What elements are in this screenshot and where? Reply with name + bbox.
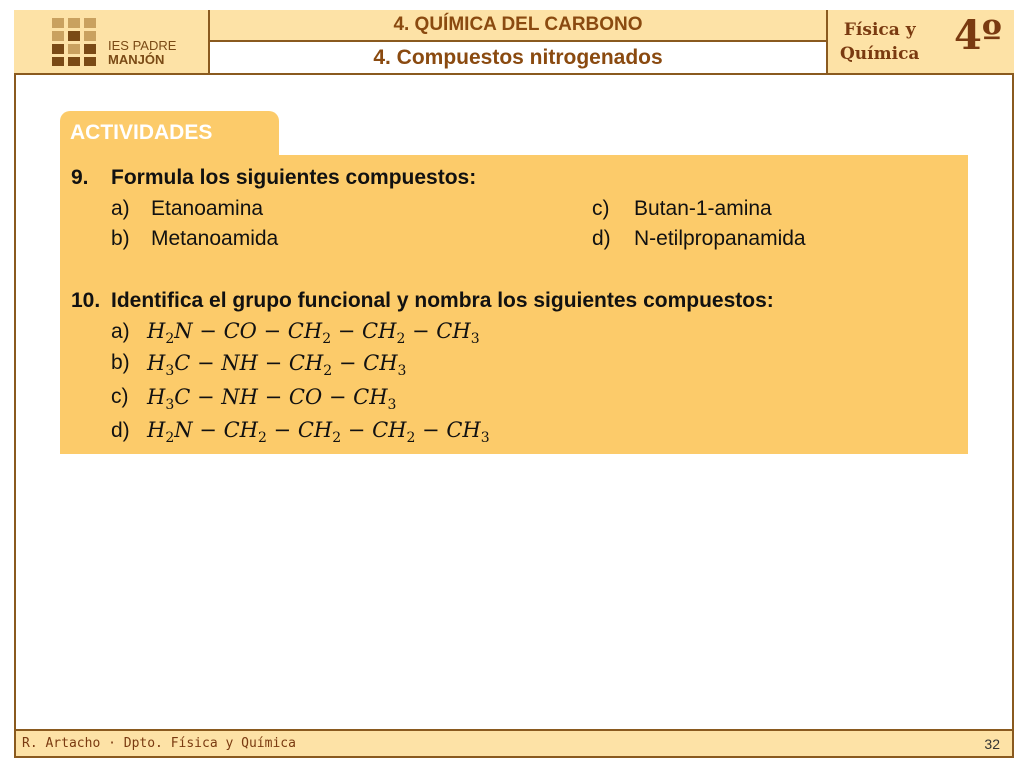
exercise-10-item-b-letter: b)	[111, 351, 130, 374]
exercise-9-item-c-letter: c)	[592, 197, 610, 220]
exercise-9-prompt: Formula los siguientes compuestos:	[111, 166, 477, 189]
exercise-10-item-c-letter: c)	[111, 385, 129, 408]
exercise-9-item-a: Etanoamina	[151, 197, 264, 220]
exercise-9-item-c: Butan-1-amina	[634, 197, 772, 220]
subject-line1: Física y	[843, 20, 916, 40]
subject-name	[840, 18, 919, 66]
exercise-9-item-b-letter: b)	[111, 227, 130, 250]
exercise-10-item-d-letter: d)	[111, 419, 130, 442]
activities-tab	[60, 111, 279, 155]
course-badge	[826, 10, 1014, 75]
exercise-10-formula-b: $H_3C$ − NH − $CH_2 - CH_3$	[147, 351, 407, 380]
course-level: 4º	[954, 12, 1002, 59]
school-logo-icon	[52, 18, 96, 66]
exercise-9-item-d: N-etilpropanamida	[634, 227, 806, 250]
school-name	[108, 39, 176, 67]
footer-author: R. Artacho · Dpto. Física y Química	[22, 736, 296, 751]
section-title: 4. Compuestos nitrogenados	[210, 42, 826, 73]
header	[14, 10, 1014, 75]
exercise-10-item-a-letter: a)	[111, 320, 130, 343]
exercise-9-item-a-letter: a)	[111, 197, 130, 220]
title-block	[210, 10, 826, 75]
activities-panel	[60, 155, 968, 454]
activities-tab-label: ACTIVIDADES	[70, 121, 213, 144]
footer	[14, 729, 1014, 758]
exercise-9-number: 9.	[71, 166, 89, 189]
exercise-10-formula-d: $H_2N - CH_2 - CH_2 - CH_2 - CH_3$	[147, 418, 490, 447]
school-logo	[14, 10, 210, 75]
exercise-10-formula-c: $H_3C$ − NH − CO − $CH_3$	[147, 385, 397, 414]
exercise-10-number: 10.	[71, 289, 101, 312]
exercise-10-prompt: Identifica el grupo funcional y nombra los siguientes compuestos:	[111, 289, 774, 312]
page-number: 32	[984, 736, 1000, 752]
subject-line2: Química	[840, 44, 920, 64]
exercise-9-item-b: Metanoamida	[151, 227, 279, 250]
exercise-10-formula-a: $H_2N$ − CO − $CH_2 - CH_2 - CH_3$	[147, 319, 480, 348]
exercise-9-item-d-letter: d)	[592, 227, 611, 250]
unit-title: 4. QUÍMICA DEL CARBONO	[210, 10, 826, 42]
school-name-line2: MANJÓN	[108, 52, 165, 67]
school-name-line1: IES PADRE	[108, 38, 177, 53]
